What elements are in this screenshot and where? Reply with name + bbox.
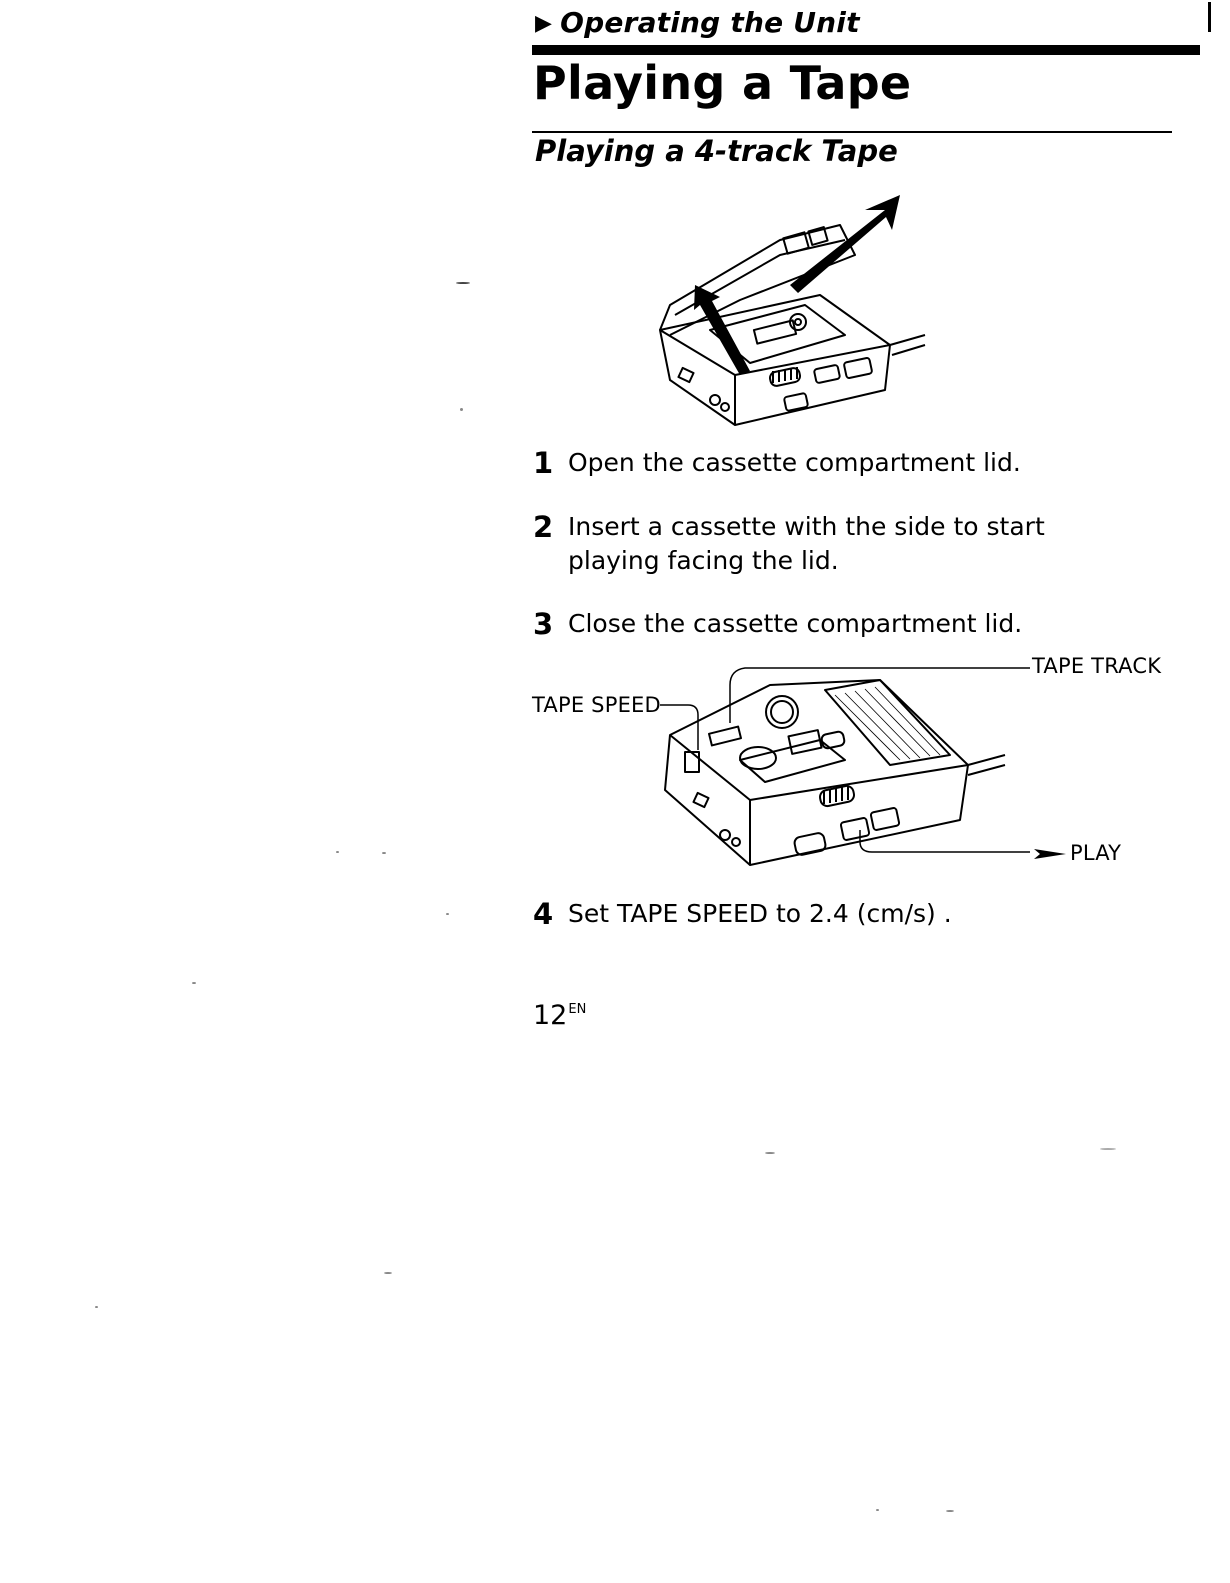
header-rule (532, 45, 1200, 55)
step-3 (533, 607, 1128, 641)
scan-speck (460, 408, 463, 411)
step-text: Close the cassette compartment lid. (568, 609, 1023, 638)
page-number-suffix: EN (568, 1002, 587, 1017)
step-number: 3 (533, 607, 554, 641)
scan-speck (765, 1152, 775, 1154)
scan-speck (946, 1510, 954, 1512)
step-number: 2 (533, 510, 554, 544)
closed-cassette-illustration (650, 660, 1040, 875)
step-1 (533, 446, 1128, 480)
triangle-right-icon: ▶ (535, 11, 553, 36)
scan-speck (95, 1306, 98, 1308)
section-header-text: Operating the Unit (560, 6, 860, 39)
scan-speck (1100, 1148, 1116, 1150)
page-subtitle: Playing a 4-track Tape (535, 134, 898, 168)
step-4 (533, 897, 1128, 931)
page-title: Playing a Tape (533, 56, 912, 110)
step-text: Open the cassette compartment lid. (568, 448, 1021, 477)
scan-speck (336, 851, 339, 853)
callout-tape-speed: TAPE SPEED (532, 693, 661, 717)
page-number (533, 1000, 586, 1031)
step-number: 4 (533, 897, 554, 931)
step-text: Insert a cassette with the side to start playing facing the lid. (568, 512, 1045, 575)
subtitle-rule (532, 131, 1172, 133)
scan-speck (456, 282, 470, 284)
callout-play: PLAY (1070, 841, 1122, 865)
step-text: Set TAPE SPEED to 2.4 (cm/s) . (568, 899, 952, 928)
callout-tape-track: TAPE TRACK (1032, 654, 1162, 678)
page-edge-mark (1208, 2, 1211, 32)
scan-speck (384, 1272, 392, 1274)
play-arrow-icon (1034, 846, 1066, 862)
step-number: 1 (533, 446, 554, 480)
scan-speck (192, 982, 196, 984)
open-cassette-illustration (640, 185, 940, 435)
scan-speck (382, 852, 386, 854)
section-header (535, 6, 860, 39)
page-number-value: 12 (533, 1000, 568, 1031)
step-2 (533, 510, 1088, 578)
scan-speck (446, 913, 449, 915)
scan-speck (876, 1509, 879, 1511)
